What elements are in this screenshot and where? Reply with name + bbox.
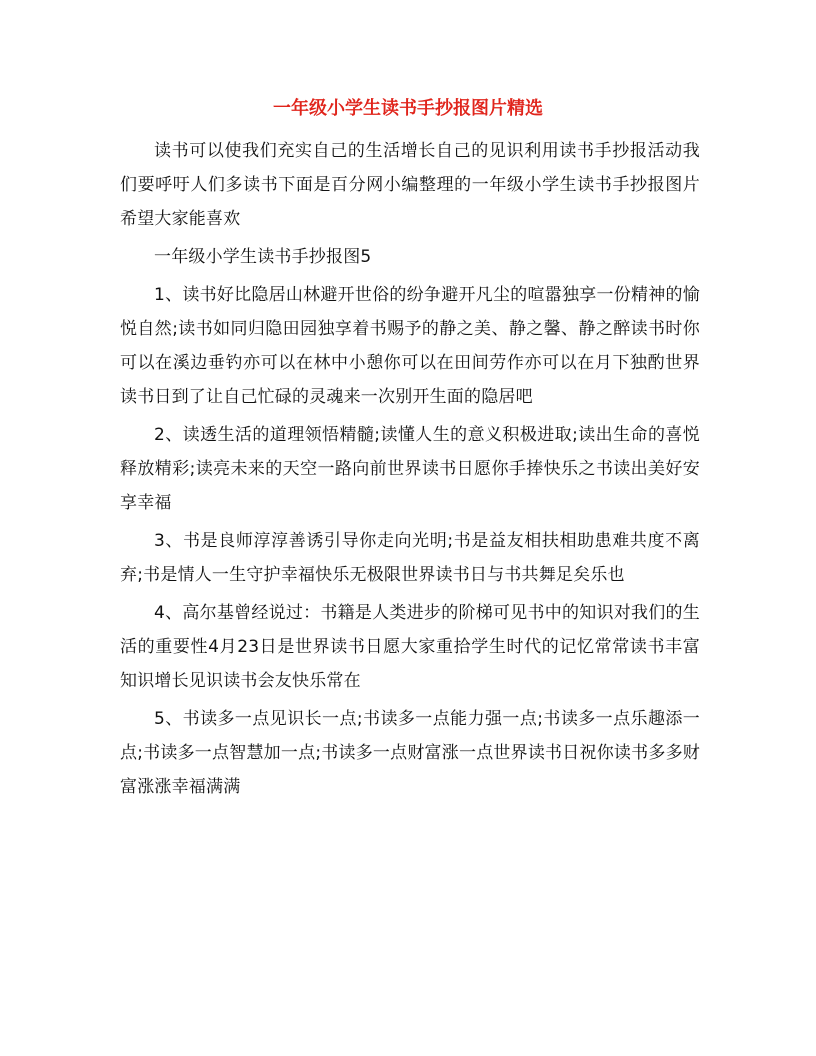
paragraph-item-2: 2、读透生活的道理领悟精髓;读懂人生的意义积极进取;读出生命的喜悦释放精彩;读亮未来的天空一路向前世界读书日愿你手捧快乐之书读出美好安享幸福 (120, 425, 700, 513)
paragraph-intro: 读书可以使我们充实自己的生活增长自己的见识利用读书手抄报活动我们要呼吁人们多读书下面是百分网小编整理的一年级小学生读书手抄报图片希望大家能喜欢 (120, 141, 700, 229)
paragraph-item-1: 1、读书好比隐居山林避开世俗的纷争避开凡尘的喧嚣独享一份精神的愉悦自然;读书如同归隐田园独享着书赐予的静之美、静之馨、静之醉读书时你可以在溪边垂钓亦可以在林中小憩你可以在田间劳作亦可以在月下独酌世界读书日到了让自己忙碌的灵魂来一次别开生面的隐居吧 (120, 285, 700, 407)
document-title: 一年级小学生读书手抄报图片精选 (273, 98, 543, 119)
paragraph-item-4: 4、高尔基曾经说过：书籍是人类进步的阶梯可见书中的知识对我们的生活的重要性4月23日是世界读书日愿大家重拾学生时代的记忆常常读书丰富知识增长见识读书会友快乐常在 (120, 603, 700, 691)
document-body (120, 134, 700, 808)
paragraph-item-5: 5、书读多一点见识长一点;书读多一点能力强一点;书读多一点乐趣添一点;书读多一点智慧加一点;书读多一点财富涨一点世界读书日祝你读书多多财富涨涨幸福满满 (120, 709, 700, 797)
paragraph-item-3: 3、书是良师淳淳善诱引导你走向光明;书是益友相扶相助患难共度不离弃;书是情人一生守护幸福快乐无极限世界读书日与书共舞足矣乐也 (120, 531, 700, 585)
paragraph-subheading: 一年级小学生读书手抄报图5 (154, 247, 372, 267)
